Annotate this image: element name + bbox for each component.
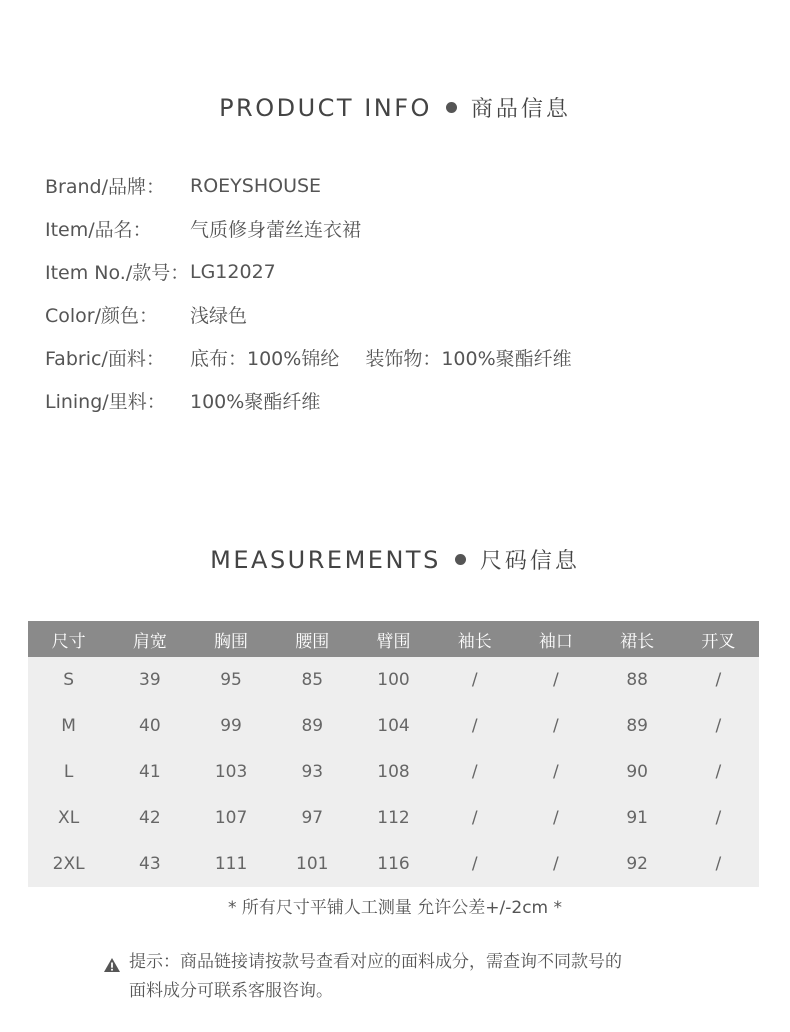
info-value: 气质修身蕾丝连衣裙 <box>190 219 362 241</box>
table-cell: M <box>61 716 76 736</box>
table-cell: / <box>553 670 559 690</box>
table-cell: / <box>471 716 478 736</box>
table-header-cell: 胸围 <box>214 631 249 652</box>
fabric-base-value: 底布：100%锦纶 <box>190 348 340 370</box>
tip-line-1: 提示：商品链接请按款号查看对应的面料成分，需查询不同款号的 <box>129 952 622 972</box>
tip-block <box>103 948 713 1006</box>
table-cell: 39 <box>139 670 161 690</box>
table-cell: 89 <box>301 716 324 736</box>
table-cell: 101 <box>296 854 329 874</box>
product-info-heading <box>0 92 790 123</box>
measurement-note: * 所有尺寸平铺人工测量 允许公差+/-2cm * <box>227 898 563 918</box>
table-header-cell: 腰围 <box>295 631 330 652</box>
table-cell: 112 <box>377 808 410 828</box>
table-cell: 43 <box>139 854 161 874</box>
info-label: Fabric/面料： <box>45 348 165 370</box>
tip-line-2: 面料成分可联系客服咨询。 <box>129 981 333 1001</box>
table-body <box>28 657 759 887</box>
table-cell: 93 <box>301 762 324 782</box>
table-cell: / <box>471 854 478 874</box>
table-cell: / <box>715 670 722 690</box>
table-row <box>28 657 759 703</box>
table-cell: / <box>715 762 722 782</box>
table-cell: / <box>553 716 559 736</box>
table-cell: / <box>715 854 722 874</box>
table-header-cell: 袖长 <box>457 631 492 652</box>
info-row-color <box>45 293 745 336</box>
table-cell: S <box>63 670 74 690</box>
table-cell: 91 <box>626 808 648 828</box>
table-header-cell: 臂围 <box>376 631 411 652</box>
table-cell: 111 <box>214 854 248 874</box>
table-row <box>28 703 759 749</box>
info-value: ROEYSHOUSE <box>190 174 322 197</box>
info-row-item-no <box>45 250 745 293</box>
measurements-heading-en: MEASUREMENTS <box>210 545 441 574</box>
table-cell: / <box>553 762 559 782</box>
table-header-row <box>28 621 759 657</box>
table-cell: / <box>553 808 559 828</box>
table-cell: 41 <box>139 762 161 782</box>
table-cell: 88 <box>626 670 648 690</box>
table-cell: 97 <box>301 808 324 828</box>
table-cell: / <box>471 808 478 828</box>
table-cell: / <box>471 670 478 690</box>
table-cell: / <box>715 716 722 736</box>
table-cell: / <box>715 808 722 828</box>
info-label: Brand/品牌： <box>45 176 165 198</box>
info-label: Color/颜色： <box>45 305 159 327</box>
table-row <box>28 841 759 887</box>
table-cell: 40 <box>139 716 161 736</box>
warning-triangle-icon <box>103 948 129 1006</box>
bullet-dot-icon <box>455 554 466 565</box>
measurements-heading <box>0 544 790 575</box>
table-cell: 92 <box>626 854 648 874</box>
table-cell: 103 <box>214 762 248 782</box>
table-header-cell: 尺寸 <box>51 631 86 652</box>
measurements-heading-zh: 尺码信息 <box>479 549 580 574</box>
info-value: 浅绿色 <box>190 305 248 327</box>
bullet-dot-icon <box>446 102 457 113</box>
table-cell: 89 <box>626 716 648 736</box>
product-info-heading-en: PRODUCT INFO <box>219 93 432 122</box>
table-header-cell: 裙长 <box>620 631 655 652</box>
table-header-cell: 肩宽 <box>132 631 167 652</box>
table-cell: 104 <box>377 716 410 736</box>
info-row-item <box>45 207 745 250</box>
fabric-decoration-value: 装饰物：100%聚酯纤维 <box>365 348 572 370</box>
table-cell: 2XL <box>52 854 85 874</box>
info-row-lining <box>45 379 745 422</box>
table-cell: 107 <box>214 808 248 828</box>
info-value: LG12027 <box>190 260 276 283</box>
table-cell: 42 <box>139 808 161 828</box>
size-table <box>28 621 759 887</box>
table-cell: L <box>63 762 74 782</box>
table-cell: 116 <box>377 854 410 874</box>
table-cell: 85 <box>301 670 324 690</box>
table-row <box>28 795 759 841</box>
table-cell: / <box>471 762 478 782</box>
table-cell: 95 <box>220 670 242 690</box>
info-value <box>190 344 572 371</box>
table-cell: / <box>553 854 559 874</box>
table-header-cell: 袖口 <box>538 631 573 652</box>
info-value: 100%聚酯纤维 <box>190 391 321 413</box>
table-cell: XL <box>58 808 80 828</box>
info-row-brand <box>45 164 745 207</box>
table-cell: 99 <box>220 716 242 736</box>
info-label: Item No./款号： <box>45 262 190 284</box>
product-info-heading-zh: 商品信息 <box>470 97 571 122</box>
info-row-fabric <box>45 336 745 379</box>
table-cell: 90 <box>626 762 648 782</box>
product-info-list <box>45 164 745 422</box>
info-label: Item/品名： <box>45 219 152 241</box>
table-header-cell: 开叉 <box>701 631 736 652</box>
table-row <box>28 749 759 795</box>
table-cell: 100 <box>377 670 410 690</box>
info-label: Lining/里料： <box>45 391 166 413</box>
table-cell: 108 <box>377 762 410 782</box>
